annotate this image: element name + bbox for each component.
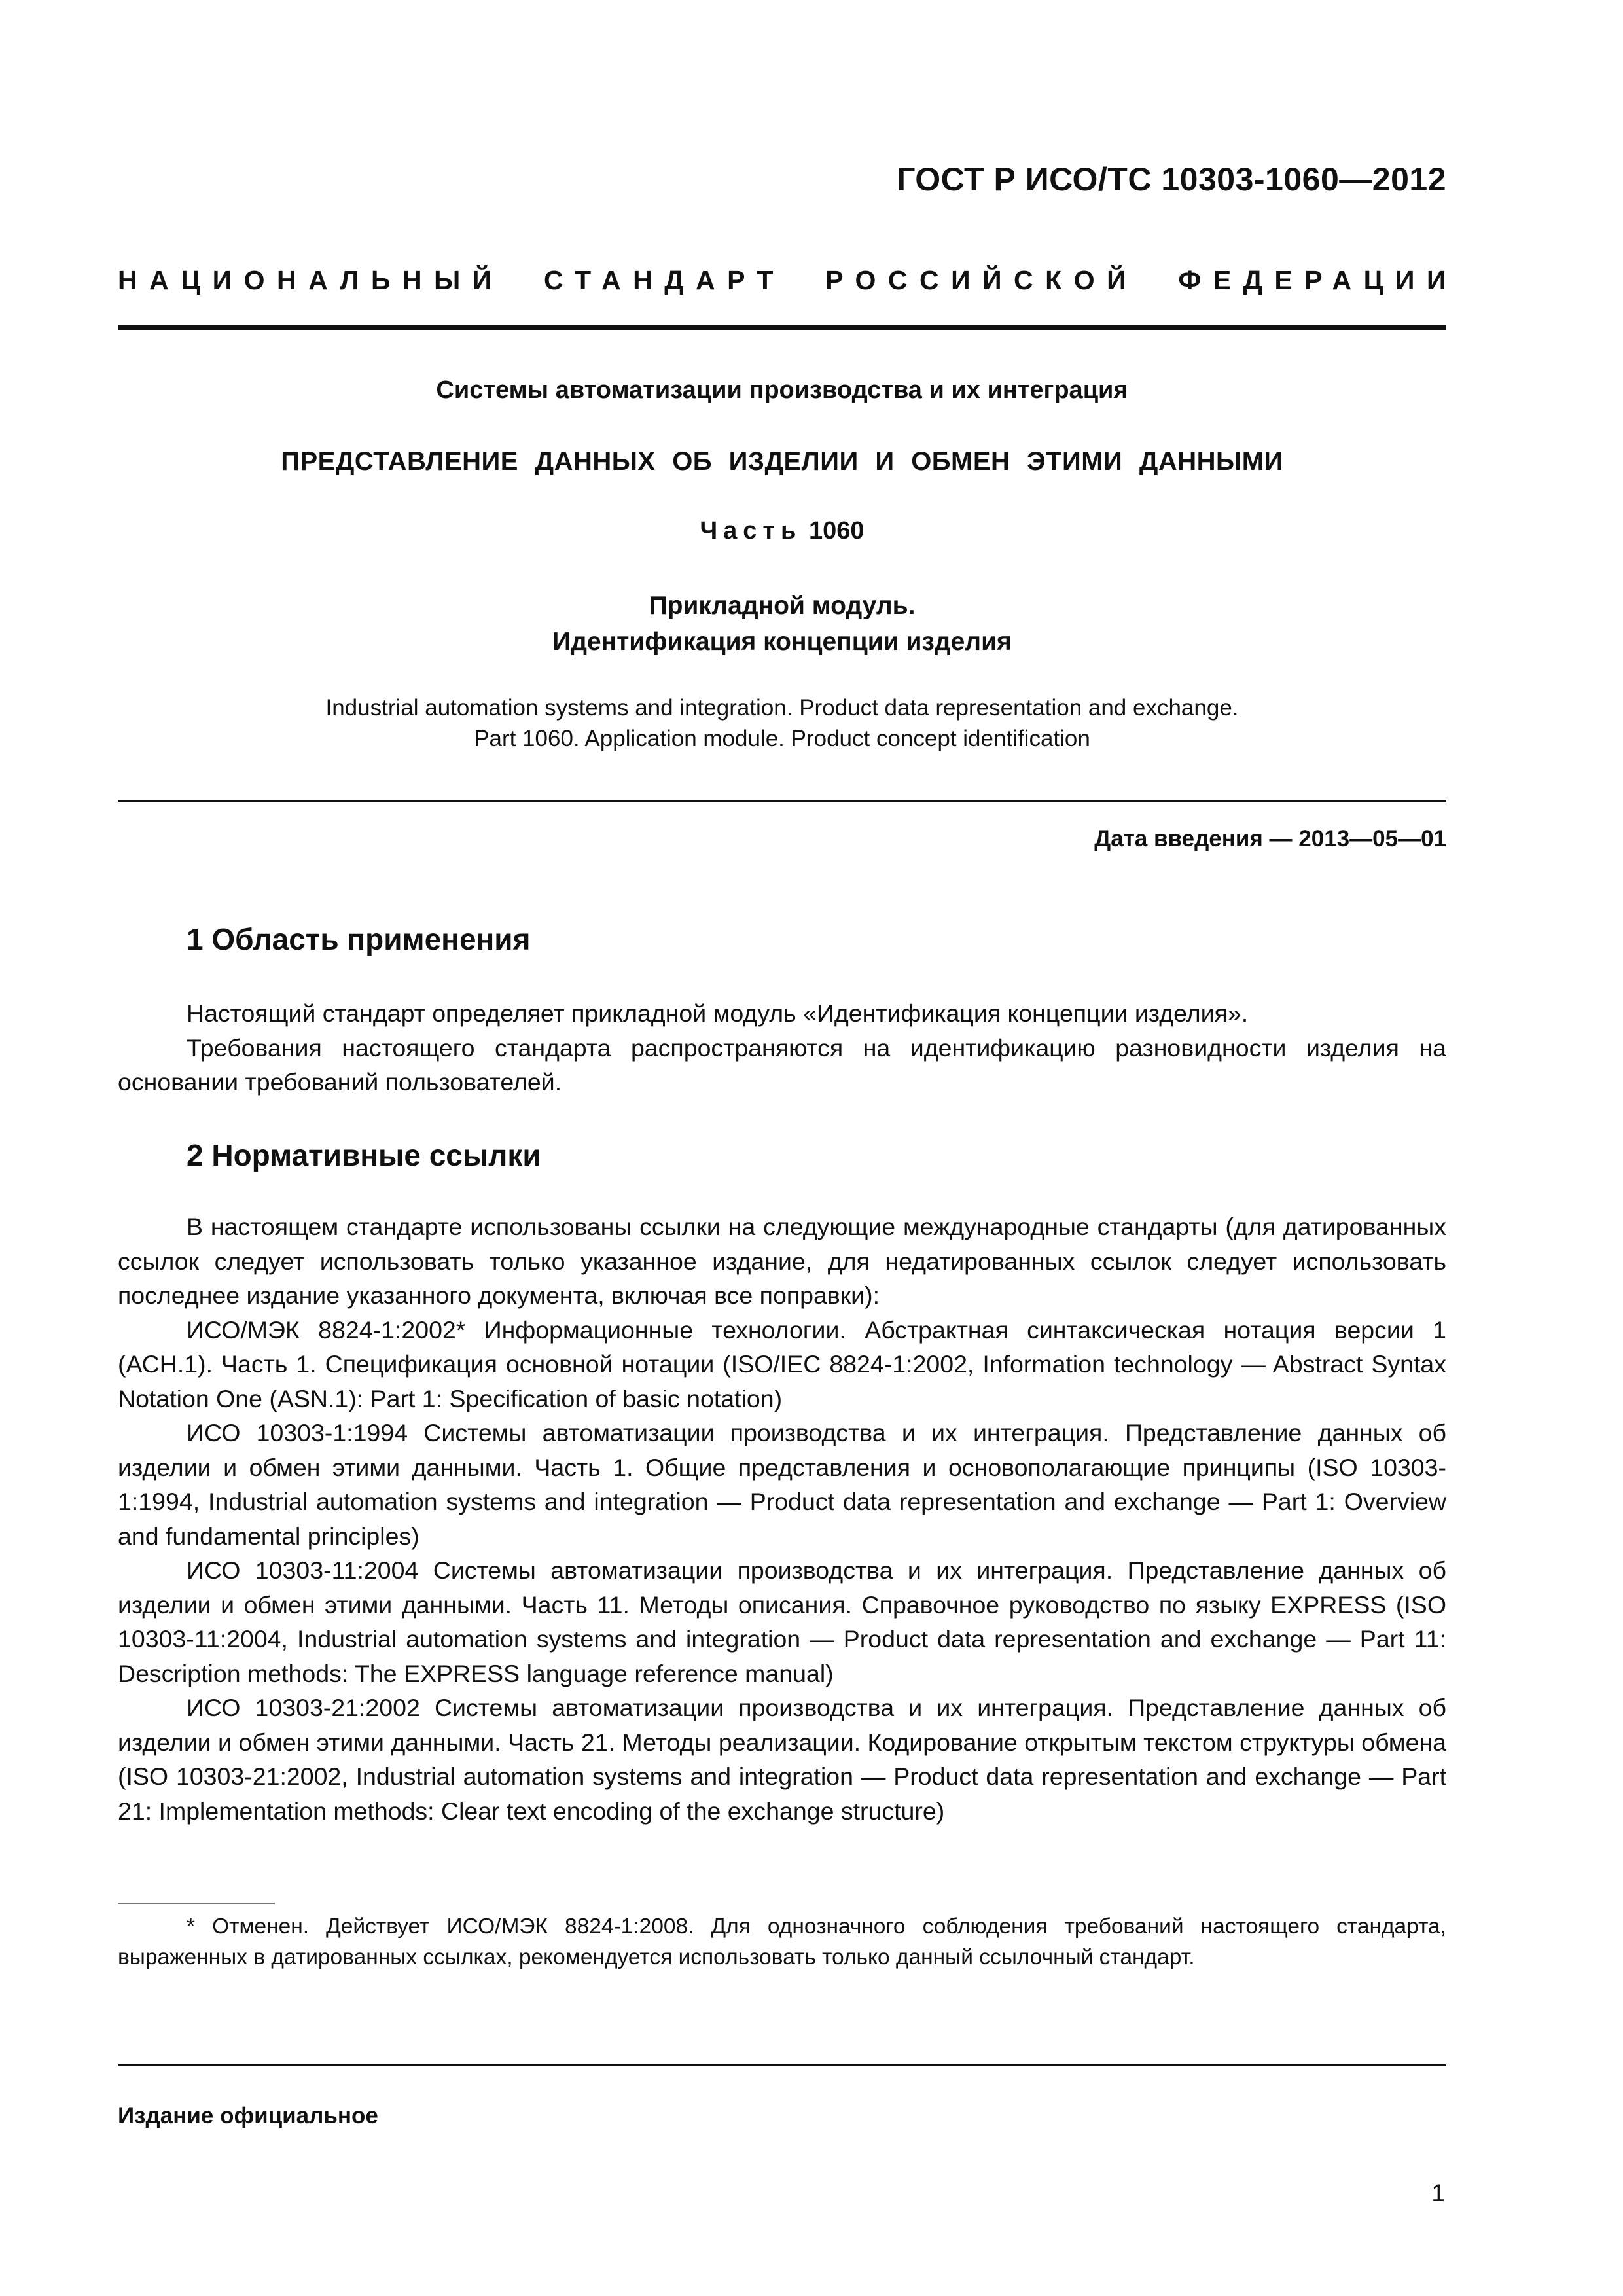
banner-word: НАЦИОНАЛЬНЫЙ [118,265,504,295]
section-scope-body [118,996,1446,1100]
reference-entry: ИСО 10303-1:1994 Системы автоматизации производства и их интеграция. Представление данных об изделии и обмен этими данными. Часть 1. Общие представления и основополагающие принципы (ISO 10303-1:1994, Industrial automation systems and integration — Product data representation and exchange — Part 1: Overview and fundamental principles) [118,1419,1446,1550]
footer-divider [118,2064,1446,2066]
part-word: Часть [700,517,802,545]
edition-label: Издание официальное [118,2103,378,2128]
module-title-line: Прикладной модуль. [649,592,916,620]
english-title-line: Part 1060. Application module. Product concept identification [474,726,1090,751]
introduction-date: Дата введения — 2013—05—01 [1094,826,1446,852]
section-heading-references: 2 Нормативные ссылки [187,1138,541,1172]
paragraph: Настоящий стандарт определяет прикладной модуль «Идентификация концепции изделия». [187,999,1249,1027]
subject-title: Системы автоматизации производства и их интеграция [436,376,1128,404]
reference-entry: ИСО/МЭК 8824-1:2002* Информационные технологии. Абстрактная синтаксическая нотация версии 1 (АСН.1). Часть 1. Спецификация основной нотации (ISO/IEC 8824-1:2002, Information technology — Abstract Syntax Notation One (ASN.1): Part 1: Specification of basic notation) [118,1316,1446,1412]
part-number: 1060 [808,517,865,545]
national-standard-banner [118,265,1458,296]
module-title-line: Идентификация концепции изделия [552,628,1012,656]
banner-word: РОССИЙСКОЙ [825,265,1139,295]
title-divider [118,800,1446,802]
section-heading-scope: 1 Область применения [187,922,531,956]
footnote-separator [118,1903,275,1904]
paragraph: В настоящем стандарте использованы ссылки на следующие международные стандарты (для датированных ссылок следует использовать только указанное издание, для недатированных ссылок следует использовать последнее издание указанного документа, включая все поправки): [118,1213,1446,1309]
main-title: ПРЕДСТАВЛЕНИЕ ДАННЫХ ОБ ИЗДЕЛИИ И ОБМЕН ЭТИМИ ДАННЫМИ [281,447,1283,476]
page-number: 1 [1431,2179,1445,2206]
section-references-body [118,1210,1446,1828]
paragraph: Требования настоящего стандарта распространяются на идентификацию разновидности изделия на основании требований пользователей. [118,1033,1446,1096]
english-title [118,692,1446,754]
header-divider [118,325,1446,330]
banner-word: СТАНДАРТ [543,265,785,295]
footnote [118,1911,1446,1973]
reference-entry: ИСО 10303-21:2002 Системы автоматизации производства и их интеграция. Представление данных об изделии и обмен этими данными. Часть 21. Методы реализации. Кодирование открытым текстом структуры обмена (ISO 10303-21:2002, Industrial automation systems and integration — Product data representation and exchange — Part 21: Implementation methods: Clear text encoding of the exchange structure) [118,1694,1446,1825]
module-title [118,588,1446,660]
reference-entry: ИСО 10303-11:2004 Системы автоматизации производства и их интеграция. Представление данных об изделии и обмен этими данными. Часть 11. Методы описания. Справочное руководство по языку EXPRESS (ISO 10303-11:2004, Industrial automation systems and integration — Product data representation and exchange — Part 11: Description methods: The EXPRESS language reference manual) [118,1556,1446,1687]
document-code: ГОСТ Р ИСО/ТС 10303-1060—2012 [897,161,1446,198]
english-title-line: Industrial automation systems and integration. Product data representation and exchange. [325,695,1239,721]
part-label [118,517,1446,545]
banner-word: ФЕДЕРАЦИИ [1178,265,1458,295]
footnote-text: * Отменен. Действует ИСО/МЭК 8824-1:2008. Для однозначного соблюдения требований настоящего стандарта, выраженных в датированных ссылках, рекомендуется использовать только данный ссылочный стандарт. [118,1914,1446,1969]
